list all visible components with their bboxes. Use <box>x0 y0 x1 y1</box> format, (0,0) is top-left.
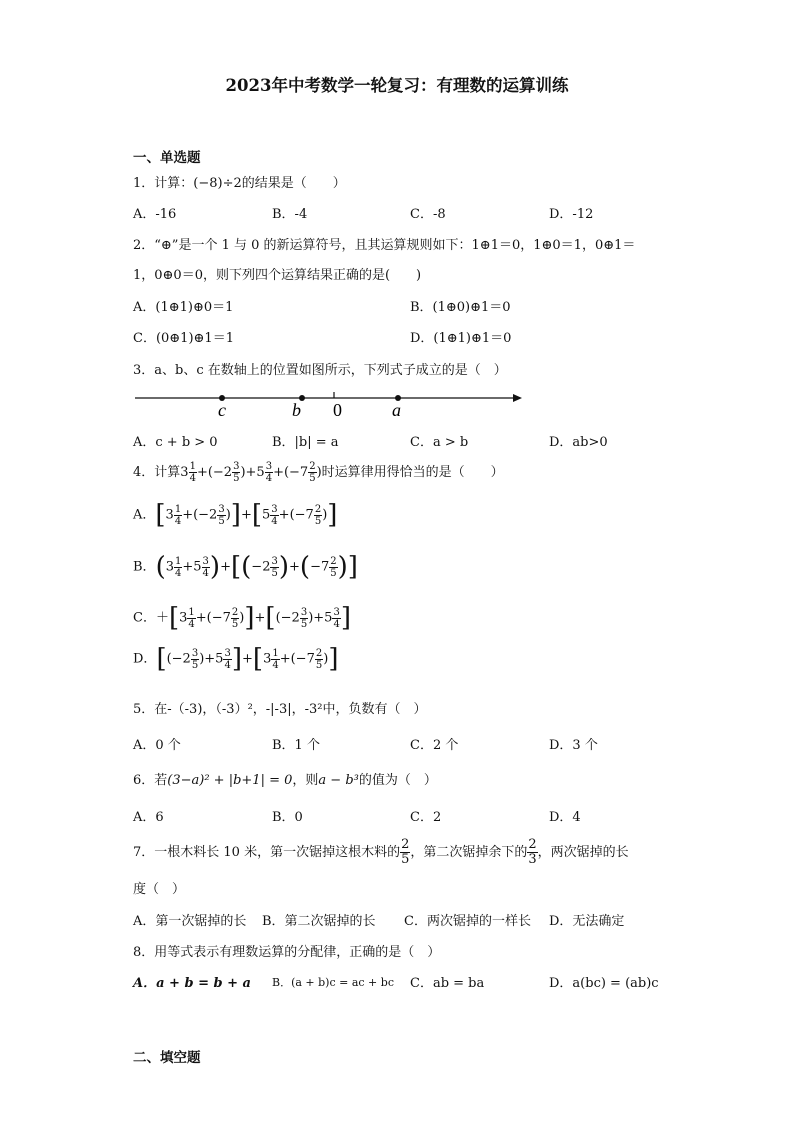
q5-option-a[interactable]: A．0 个 <box>133 738 181 753</box>
q7-frac1-numerator: 2 <box>401 837 410 852</box>
q3-option-b[interactable]: B．|b| = a <box>272 435 339 450</box>
q6-option-c[interactable]: C．2 <box>410 810 442 825</box>
q1-stem-post: 的结果是（ ） <box>241 176 346 191</box>
question-2-stem-line2: 1，0⊕0＝0，则下列四个运算结果正确的是( ) <box>133 268 422 283</box>
question-1-stem <box>133 172 346 191</box>
section-heading-single-choice: 一、单选题 <box>133 150 201 166</box>
axis-arrow-icon <box>513 394 522 402</box>
q4-option-a[interactable]: A．[3 $\frac{1}{4}$ +(−2 $\frac{3}{5}$ )]+[5 $\frac{3}{4}$ +(−7 $\frac{2}{5}$ )] <box>133 500 338 530</box>
q6-option-b[interactable]: B．0 <box>272 810 303 825</box>
question-7-stem-line2: 度（ ） <box>133 882 186 897</box>
q3-option-c[interactable]: C．a > b <box>410 435 469 450</box>
q6-expression: a − b³ <box>318 773 359 788</box>
q7-frac1-denominator: 5 <box>401 852 410 867</box>
q8-option-d[interactable]: D．a(bc) = (ab)c <box>549 976 659 991</box>
q7-option-d[interactable]: D．无法确定 <box>549 914 625 929</box>
label-b: b <box>292 400 301 420</box>
q4-option-c-letter: C．＋ <box>133 610 169 626</box>
q2-option-b[interactable]: B．(1⊕0)⊕1＝0 <box>410 300 511 315</box>
q4-option-b[interactable]: B．(3 $\frac{1}{4}$ +5 $\frac{3}{4}$ )+[(−2 $\frac{3}{5}$ )+(−7 $\frac{2}{5}$ )] <box>133 552 358 582</box>
question-8-stem: 8．用等式表示有理数运算的分配律，正确的是（ ） <box>133 945 441 960</box>
q1-stem-pre: 1．计算： <box>133 176 194 191</box>
q4-option-d-letter: D． <box>133 651 157 667</box>
q5-option-b[interactable]: B．1 个 <box>272 738 320 753</box>
q4-option-a-letter: A． <box>133 507 156 523</box>
q7-stem-mid: ，第二次锯掉余下的 <box>410 845 528 860</box>
q4-stem-pre: 4．计算 <box>133 465 181 480</box>
q7-stem-post: ，两次锯掉的长 <box>537 845 629 860</box>
q4-expression: 3 $\frac{1}{4}$ +(−2 $\frac{3}{5}$ )+5 $\frac{3}{4}$ +(−7 $\frac{2}{5}$ ) <box>180 461 322 484</box>
q2-option-c[interactable]: C．(0⊕1)⊕1＝1 <box>133 331 234 346</box>
q6-stem-mid: ，则 <box>292 773 319 788</box>
q4-option-c[interactable]: C．＋[3 $\frac{1}{4}$ +(−7 $\frac{2}{5}$ )]+[(−2 $\frac{3}{5}$ )+5 $\frac{3}{4}$ ] <box>133 603 351 633</box>
q2-option-d[interactable]: D．(1⊕1)⊕1＝0 <box>410 331 512 346</box>
page-title: 2023年中考数学一轮复习：有理数的运算训练 <box>225 76 569 95</box>
q4-option-b-letter: B． <box>133 559 156 575</box>
q3-option-d[interactable]: D．ab>0 <box>549 435 608 450</box>
question-4-stem <box>133 461 504 484</box>
q1-option-b[interactable]: B．-4 <box>272 207 308 222</box>
label-c: c <box>218 400 226 420</box>
q7-option-a[interactable]: A．第一次锯掉的长 <box>133 914 247 929</box>
q1-option-d[interactable]: D．-12 <box>549 207 594 222</box>
q3-option-a[interactable]: A．c + b > 0 <box>133 435 218 450</box>
q8-option-b[interactable]: B．(a + b)c = ac + bc <box>272 976 394 989</box>
q1-stem-expr: (−8)÷2 <box>193 176 242 191</box>
q1-option-a[interactable]: A．-16 <box>133 207 177 222</box>
label-zero: 0 <box>333 400 342 420</box>
q6-stem-pre: 6．若 <box>133 773 168 788</box>
q7-option-c[interactable]: C．两次锯掉的一样长 <box>404 914 531 929</box>
question-3-stem: 3．a、b、c 在数轴上的位置如图所示，下列式子成立的是（ ） <box>133 363 507 378</box>
q6-option-a[interactable]: A．6 <box>133 810 164 825</box>
q2-option-a[interactable]: A．(1⊕1)⊕0＝1 <box>133 300 234 315</box>
question-6-stem <box>133 769 437 788</box>
q8-option-a[interactable]: A．a + b = b + a <box>133 976 251 991</box>
question-5-stem: 5．在-（-3)，（-3）²，-|-3|，-3²中，负数有（ ） <box>133 702 427 717</box>
q5-option-d[interactable]: D．3 个 <box>549 738 598 753</box>
q6-equation: (3−a)² + |b+1| = 0 <box>167 773 293 788</box>
question-7-stem-line1 <box>133 838 629 867</box>
label-a: a <box>392 400 401 420</box>
section-heading-fill-in: 二、填空题 <box>133 1050 201 1066</box>
q4-stem-post: 时运算律用得恰当的是（ ） <box>321 465 504 480</box>
number-line-figure <box>130 385 530 421</box>
q7-frac2-numerator: 2 <box>528 837 537 852</box>
q7-frac2-denominator: 3 <box>528 852 537 867</box>
q1-option-c[interactable]: C．-8 <box>410 207 446 222</box>
q4-option-d[interactable]: D．[(−2 $\frac{3}{5}$ )+5 $\frac{3}{4}$ ]+[3 $\frac{1}{4}$ +(−7 $\frac{2}{5}$ )] <box>133 644 339 674</box>
q5-option-c[interactable]: C．2 个 <box>410 738 459 753</box>
q6-stem-post: 的值为（ ） <box>358 773 437 788</box>
q7-option-b[interactable]: B．第二次锯掉的长 <box>262 914 376 929</box>
q7-stem-pre: 7．一根木料长 10 米，第一次锯掉这根木料的 <box>133 845 401 860</box>
question-2-stem-line1: 2．“⊕”是一个 1 与 0 的新运算符号，且其运算规则如下：1⊕1＝0，1⊕0＝1，0⊕1＝ <box>133 238 636 253</box>
q6-option-d[interactable]: D．4 <box>549 810 581 825</box>
q8-option-c[interactable]: C．ab = ba <box>410 976 485 991</box>
